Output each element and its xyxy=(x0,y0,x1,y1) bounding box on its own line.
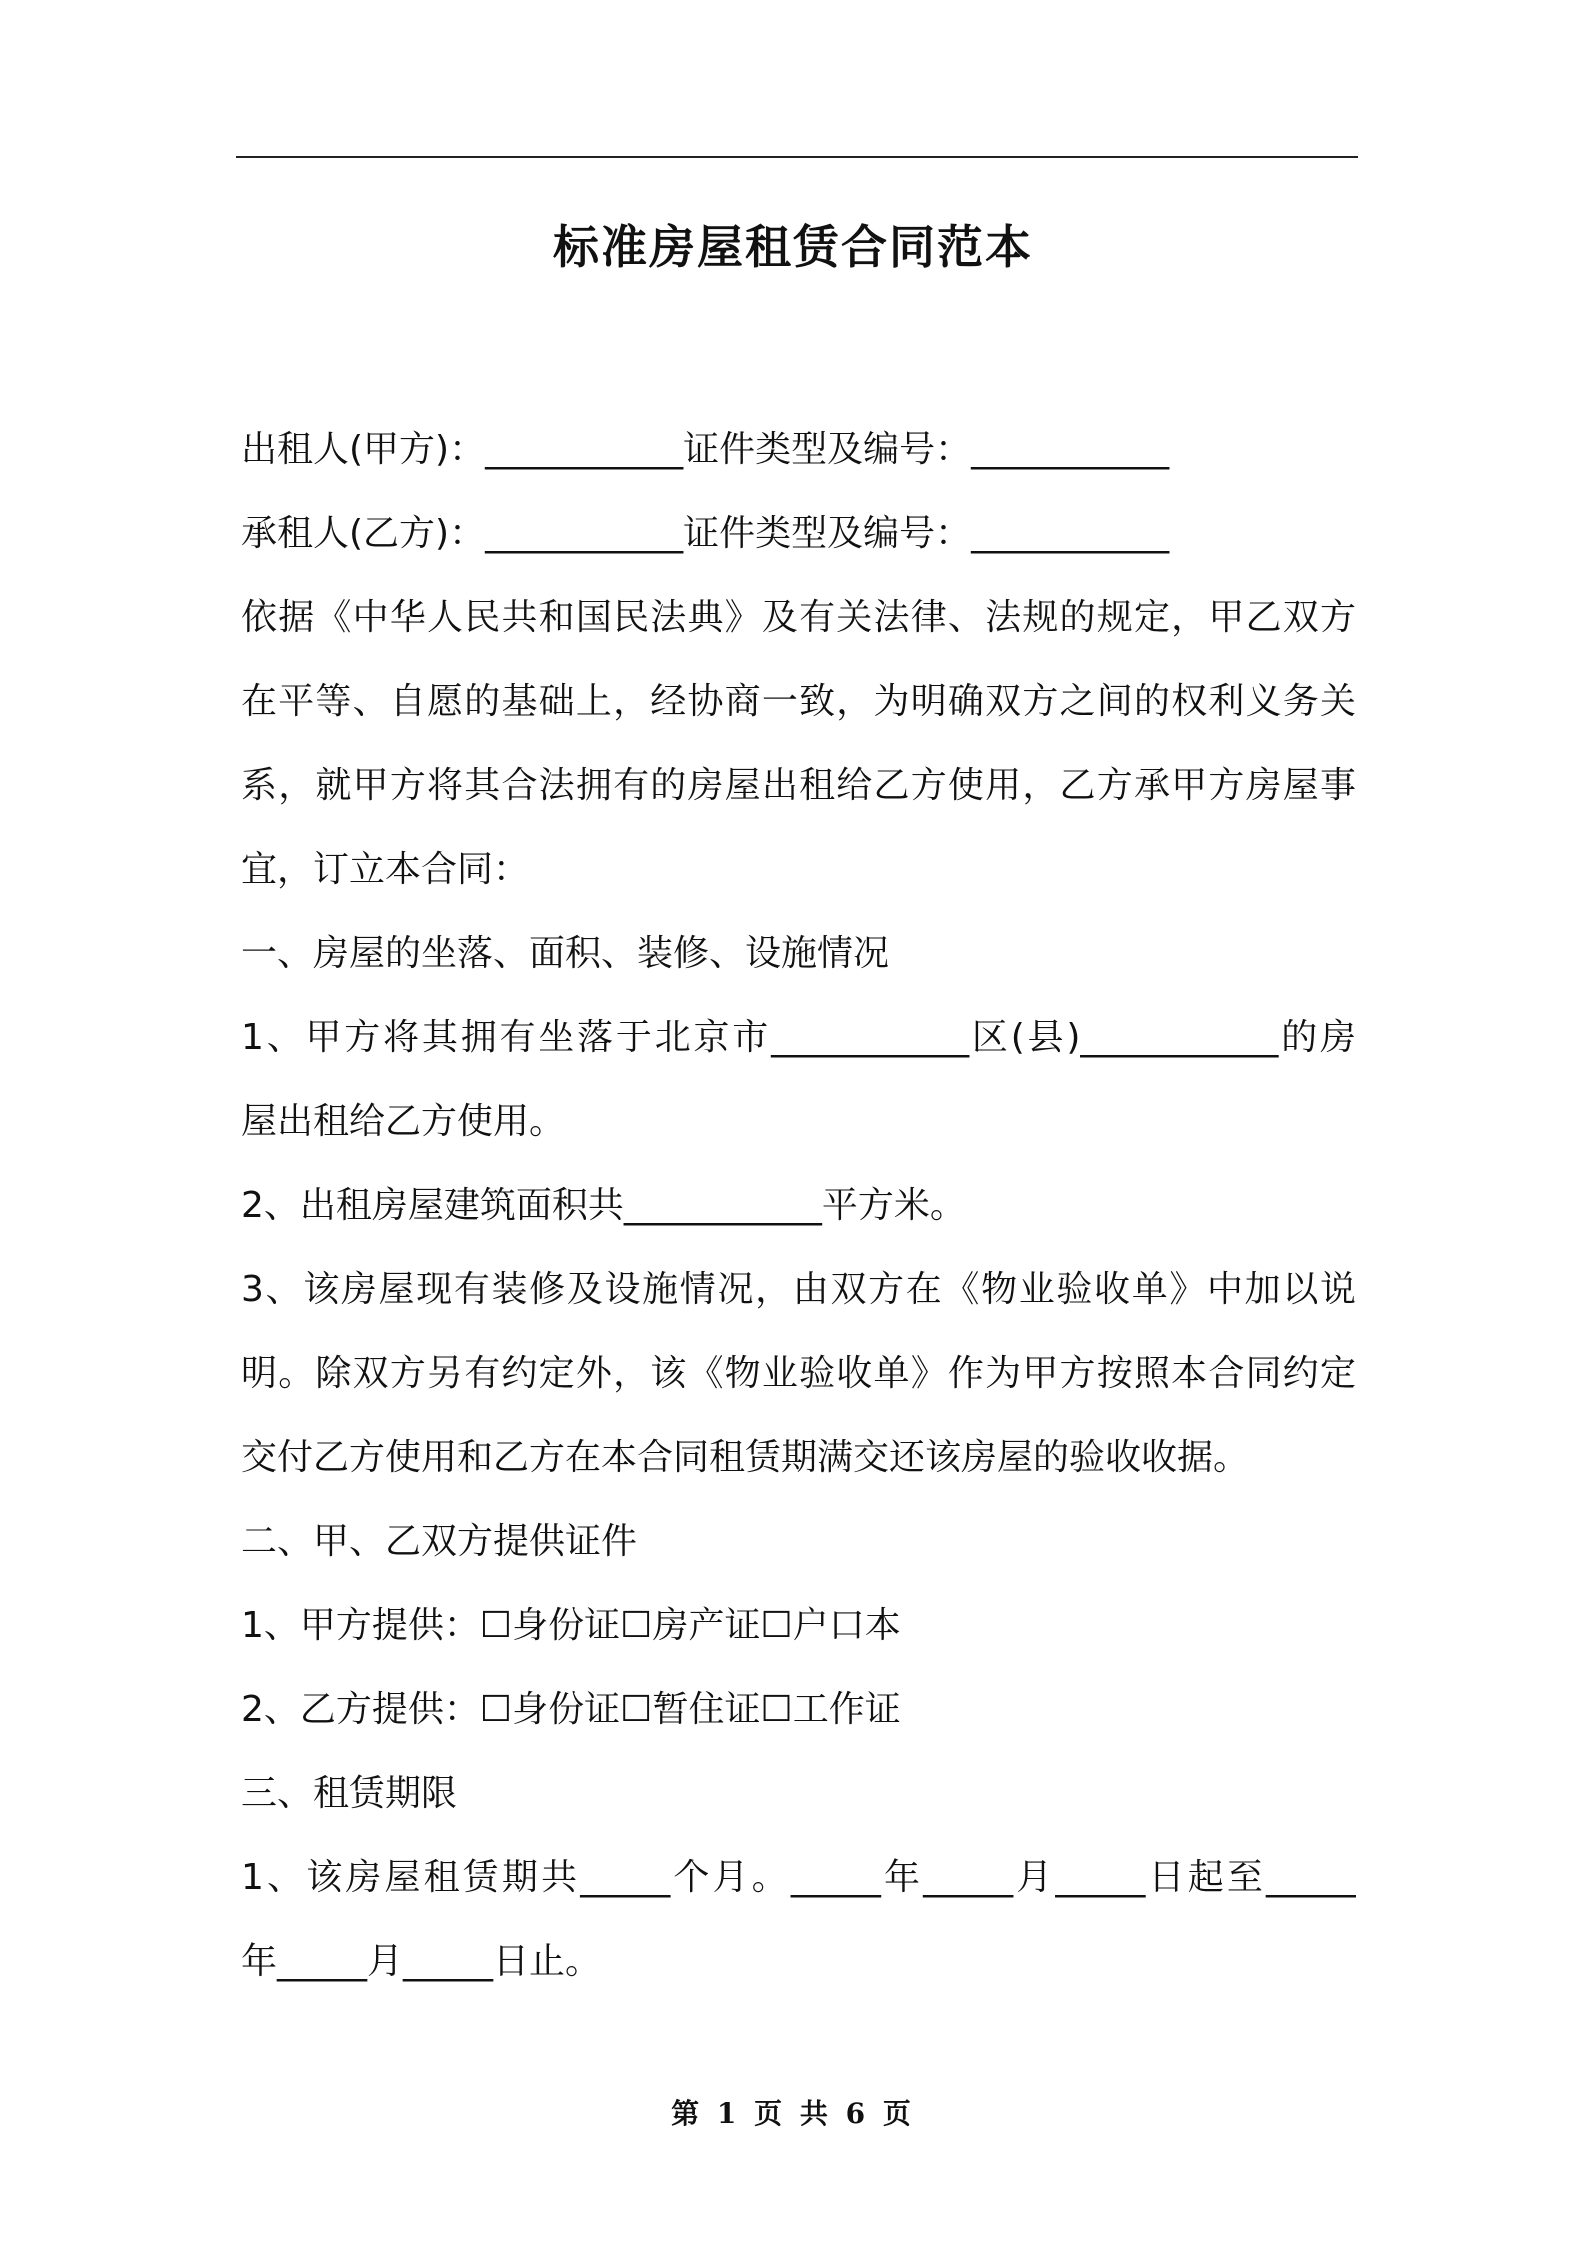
section-heading: 一、房屋的坐落、面积、装修、设施情况 xyxy=(241,933,890,974)
clause-line: 3、该房屋现有装修及设施情况，由双方在《物业验收单》中加以说 xyxy=(241,1269,1356,1310)
clause-line: 屋出租给乙方使用。 xyxy=(241,1101,566,1142)
clause-line: 1、甲方将其拥有坐落于北京市___________区(县)___________的房 xyxy=(241,1017,1356,1058)
preamble-line: 在平等、自愿的基础上，经协商一致，为明确双方之间的权利义务关 xyxy=(241,681,1356,722)
clause-line: 1、甲方提供：☐身份证☐房产证☐户口本 xyxy=(241,1605,901,1646)
document-body xyxy=(241,408,1356,2004)
page-number: 第 1 页 共 6 页 xyxy=(671,2097,915,2130)
lessor-line: 出租人(甲方)：___________证件类型及编号：___________ xyxy=(241,429,1170,470)
lessee-line: 承租人(乙方)：___________证件类型及编号：___________ xyxy=(241,513,1170,554)
clause-line: 1、该房屋租赁期共_____个月。_____年_____月_____日起至_____ xyxy=(241,1857,1356,1898)
preamble-line: 依据《中华人民共和国民法典》及有关法律、法规的规定，甲乙双方 xyxy=(241,597,1356,638)
clause-line: 交付乙方使用和乙方在本合同租赁期满交还该房屋的验收收据。 xyxy=(241,1437,1250,1478)
preamble-line: 系，就甲方将其合法拥有的房屋出租给乙方使用，乙方承甲方房屋事 xyxy=(241,765,1356,806)
document-title: 标准房屋租赁合同范本 xyxy=(553,220,1033,274)
preamble-line: 宜，订立本合同： xyxy=(241,849,530,890)
section-heading: 二、甲、乙双方提供证件 xyxy=(241,1521,638,1562)
clause-line: 2、乙方提供：☐身份证☐暂住证☐工作证 xyxy=(241,1689,901,1730)
section-heading: 三、租赁期限 xyxy=(241,1773,458,1814)
clause-line: 明。除双方另有约定外，该《物业验收单》作为甲方按照本合同约定 xyxy=(241,1353,1356,1394)
header-rule xyxy=(236,156,1358,158)
clause-line: 年_____月_____日止。 xyxy=(241,1941,602,1982)
clause-line: 2、出租房屋建筑面积共___________平方米。 xyxy=(241,1185,966,1226)
